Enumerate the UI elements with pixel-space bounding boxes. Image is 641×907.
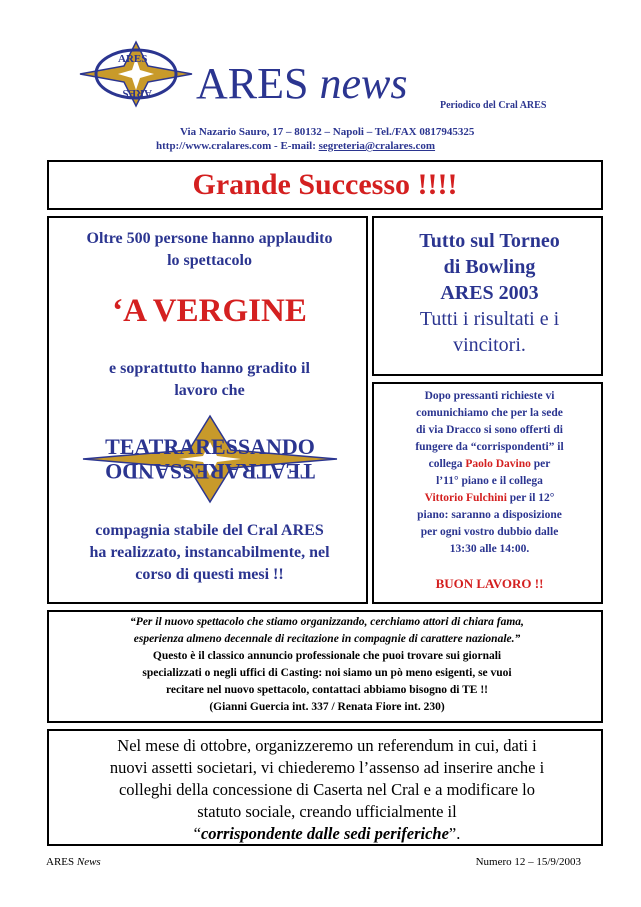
logo-text-bottom: ARES bbox=[122, 87, 152, 99]
show-intro-line: lo spettacolo bbox=[167, 252, 252, 269]
ref-line: Nel mese di ottobre, organizzeremo un referendum in cui, dati i bbox=[117, 736, 537, 755]
buon-lavoro: BUON LAVORO !! bbox=[435, 576, 544, 591]
masthead-news: news bbox=[319, 59, 408, 108]
casting-quote-line: “Per il nuovo spettacolo che stiamo organizzando, cerchiamo attori di chiara fama, bbox=[130, 616, 524, 628]
footer-issue: Numero 12 – 15/9/2003 bbox=[475, 856, 581, 868]
ref-line: colleghi della concessione di Caserta nel Cral e a modificare lo bbox=[118, 780, 535, 799]
show-mid-line: e soprattutto hanno gradito il bbox=[109, 360, 310, 377]
corr-word: per bbox=[533, 458, 551, 470]
casting-body-line: recitare nel nuovo spettacolo, contattaci abbiamo bisogno di TE !! bbox=[166, 684, 488, 696]
corr-line: Dopo pressanti richieste vi bbox=[424, 390, 555, 402]
headline: Grande Successo !!!! bbox=[192, 168, 458, 201]
ref-line: statuto sociale, creando ufficialmente il bbox=[197, 802, 457, 821]
teatraressando-logo bbox=[81, 414, 339, 504]
website-link[interactable]: http://www.cralares.com bbox=[156, 140, 272, 152]
email-label: - E-mail: bbox=[274, 140, 316, 152]
corr-word: per il 12° bbox=[509, 492, 555, 504]
ref-emphasis: corrispondente dalle sedi periferiche bbox=[200, 824, 449, 843]
show-outro bbox=[49, 520, 370, 586]
address-line: Via Nazario Sauro, 17 – 80132 – Napoli – Tel./FAX 0817945325 bbox=[180, 126, 475, 138]
corr-line: 13:30 alle 14:00. bbox=[449, 543, 530, 555]
ref-line: nuovi assetti societari, vi chiederemo l’assenso ad inserire anche i bbox=[109, 758, 545, 777]
casting-quote-line: esperienza almeno decennale di recitazione in compagnie di carattere nazionale.” bbox=[133, 633, 521, 645]
show-outro-line: corso di questi mesi !! bbox=[135, 566, 284, 583]
address bbox=[180, 124, 600, 140]
bowling-title bbox=[374, 228, 605, 306]
ares-logo bbox=[78, 40, 194, 108]
correspondents-box bbox=[372, 382, 603, 604]
show-intro-line: Oltre 500 persone hanno applaudito bbox=[86, 230, 333, 247]
correspondents-text bbox=[380, 388, 599, 558]
corr-line: di via Dracco si sono offerti di bbox=[416, 424, 563, 436]
casting-body-line: Questo è il classico annuncio professionale che puoi trovare sui giornali bbox=[152, 650, 502, 662]
referendum-text bbox=[57, 735, 597, 845]
show-article bbox=[47, 216, 368, 604]
show-outro-line: compagnia stabile del Cral ARES bbox=[95, 522, 324, 539]
masthead-subtitle: Periodico del Cral ARES bbox=[440, 100, 547, 111]
logo-text-top: ARES bbox=[118, 53, 148, 65]
ref-quote-open: “ bbox=[193, 824, 201, 843]
casting-quote bbox=[59, 614, 595, 648]
bowling-title-line: di Bowling bbox=[443, 256, 536, 278]
email-link[interactable]: segreteria@cralares.com bbox=[318, 140, 436, 152]
teatro-logo-text-mirror: TEATRARESSANDO bbox=[105, 459, 315, 484]
bowling-title-line: ARES 2003 bbox=[440, 282, 539, 304]
corr-name-fulchini: Vittorio Fulchini bbox=[424, 492, 507, 504]
headline-box bbox=[47, 160, 603, 210]
corr-line: piano: saranno a disposizione bbox=[417, 509, 562, 521]
footer-brand-italic: News bbox=[76, 856, 101, 868]
show-mid bbox=[49, 358, 370, 402]
corr-line: comunichiamo che per la sede bbox=[416, 407, 563, 419]
teatro-logo-text: TEATRARESSANDO bbox=[105, 434, 315, 459]
bowling-subtitle bbox=[374, 306, 605, 358]
corr-line bbox=[380, 490, 599, 507]
bowling-sub-line: vincitori. bbox=[453, 334, 526, 356]
masthead-title bbox=[196, 59, 408, 108]
corr-line: fungere da “corrispondenti” il bbox=[415, 441, 564, 453]
bowling-box bbox=[372, 216, 603, 376]
corr-name-davino: Paolo Davino bbox=[465, 458, 531, 470]
bowling-sub-line: Tutti i risultati e i bbox=[419, 308, 560, 330]
corr-word: collega bbox=[428, 458, 463, 470]
contact-line bbox=[156, 140, 435, 152]
corr-line bbox=[380, 456, 599, 473]
show-mid-line: lavoro che bbox=[174, 382, 245, 399]
show-outro-line: ha realizzato, instancabilmente, nel bbox=[89, 544, 330, 561]
footer-brand-text: ARES bbox=[46, 856, 75, 868]
casting-body bbox=[59, 648, 595, 716]
footer-brand bbox=[46, 856, 101, 868]
referendum-box bbox=[47, 729, 603, 846]
masthead-brand: ARES bbox=[196, 59, 309, 108]
show-title: ‘A VERGINE bbox=[112, 293, 307, 329]
casting-body-line: (Gianni Guercia int. 337 / Renata Fiore int. 230) bbox=[209, 701, 445, 713]
bowling-title-line: Tutto sul Torneo bbox=[419, 230, 560, 252]
ref-line bbox=[57, 823, 597, 845]
casting-body-line: specializzati o negli uffici di Casting: noi siamo un pò meno esigenti, se vuoi bbox=[142, 667, 512, 679]
casting-box bbox=[47, 610, 603, 723]
ref-quote-close: ”. bbox=[448, 824, 461, 843]
corr-line: l’11° piano e il collega bbox=[436, 475, 543, 487]
corr-line: per ogni vostro dubbio dalle bbox=[420, 526, 559, 538]
show-intro bbox=[49, 228, 370, 272]
